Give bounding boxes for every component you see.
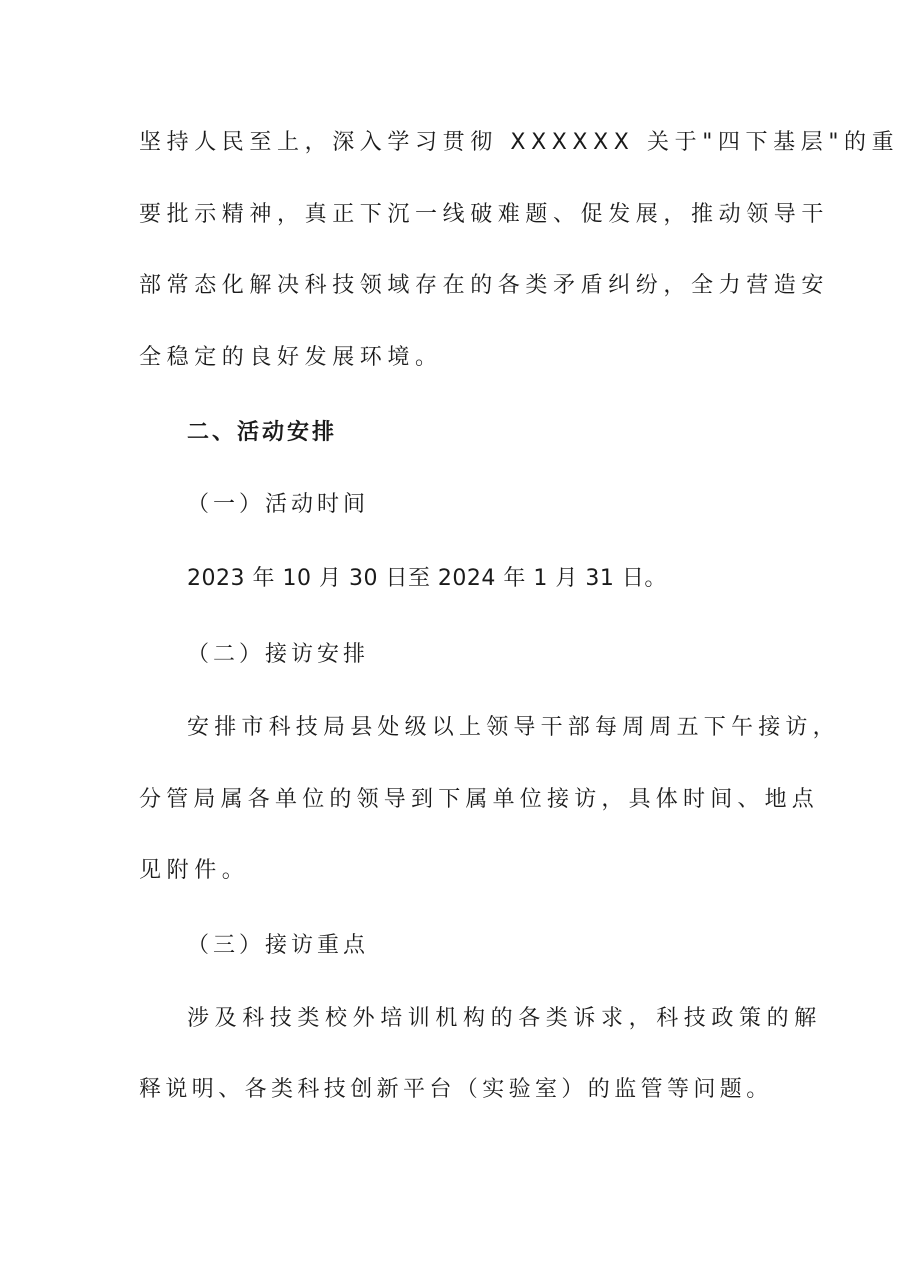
reception-arrangement-line-2: 分管局属各单位的领导到下属单位接访，具体时间、地点 <box>139 787 820 812</box>
subheading-activity-time: （一）活动时间 <box>187 492 370 517</box>
paragraph-line-3: 部常态化解决科技领域存在的各类矛盾纠纷，全力营造安 <box>139 273 830 298</box>
reception-arrangement-line-3: 见附件。 <box>139 858 250 883</box>
paragraph-line-1: 坚持人民至上，深入学习贯彻 XXXXXX 关于"四下基层"的重 <box>139 130 900 155</box>
section-heading-activity-arrangement: 二、活动安排 <box>187 420 338 445</box>
paragraph-line-2: 要批示精神，真正下沉一线破难题、促发展，推动领导干 <box>139 202 830 227</box>
reception-focus-line-2: 释说明、各类科技创新平台（实验室）的监管等问题。 <box>139 1077 773 1102</box>
subheading-reception-arrangement: （二）接访安排 <box>187 642 370 667</box>
paragraph-line-4: 全稳定的良好发展环境。 <box>139 345 443 370</box>
subheading-reception-focus: （三）接访重点 <box>187 933 370 958</box>
reception-arrangement-line-1: 安排市科技局县处级以上领导干部每周周五下午接访， <box>187 715 840 740</box>
activity-time-text: 2023 年 10 月 30 日至 2024 年 1 月 31 日。 <box>187 566 667 591</box>
reception-focus-line-1: 涉及科技类校外培训机构的各类诉求，科技政策的解 <box>187 1006 822 1031</box>
